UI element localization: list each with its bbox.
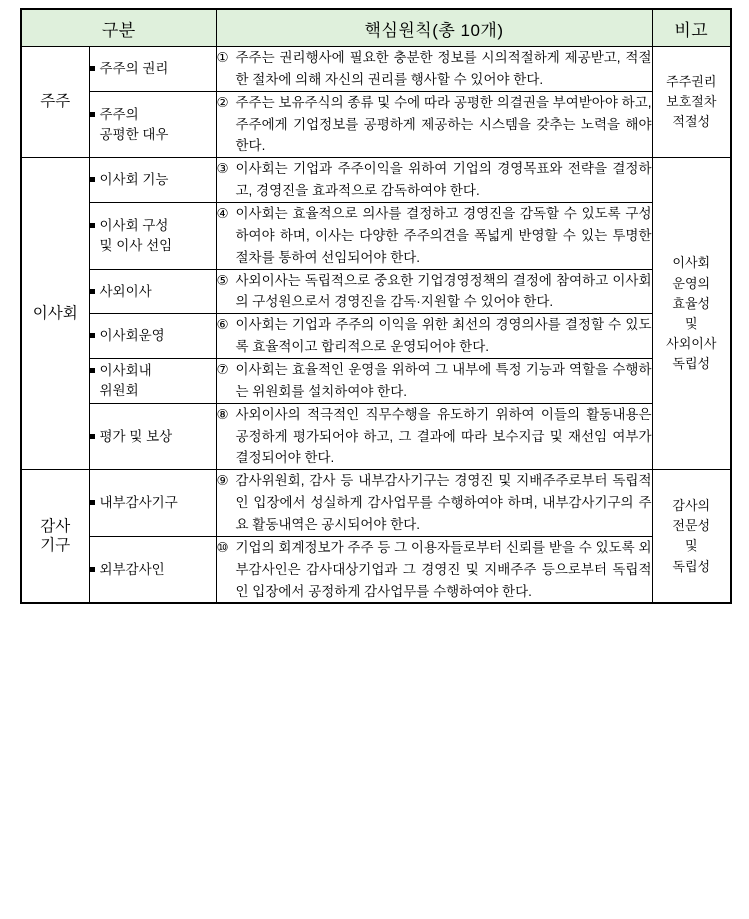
principle-text: 주주는 권리행사에 필요한 충분한 정보를 시의적절하게 제공받고, 적절한 절차에 의해 자신의 권리를 행사할 수 있어야 한다.	[235, 50, 652, 87]
bullet-square-icon	[90, 368, 95, 373]
remark-line: 운영의	[672, 275, 711, 291]
table-row	[21, 203, 731, 270]
principle-number: ①	[216, 50, 229, 65]
topic-label: 및 이사 선임	[99, 237, 173, 253]
principle-cell	[216, 203, 652, 270]
governance-principles-table	[20, 8, 732, 604]
principle-text: 감사위원회, 감사 등 내부감사기구는 경영진 및 지배주주로부터 독립적인 입장에서 성실하게 감사업무를 수행하여야 하며, 내부감사기구의 주요 활동내역은 공시되어야 한다.	[235, 473, 652, 533]
principle-number: ②	[216, 94, 229, 110]
table-row	[21, 470, 731, 537]
principle-text: 이사회는 기업과 주주이익을 위하여 기업의 경영목표와 전략을 결정하고, 경영진을 효과적으로 감독하여야 한다.	[235, 161, 652, 199]
topic-label: 사외이사	[99, 283, 152, 299]
remark-line: 효율성	[672, 295, 711, 311]
topic-label: 위원회	[99, 382, 139, 398]
group-label-cell	[21, 47, 89, 158]
principle-cell	[216, 359, 652, 404]
table-body	[21, 47, 731, 604]
remark-line: 주주권리	[666, 73, 717, 89]
remark-line: 전문성	[672, 518, 711, 534]
topic-label: 주주의 권리	[99, 61, 169, 77]
principle-cell	[216, 47, 652, 92]
table-row	[21, 269, 731, 314]
bullet-square-icon	[90, 567, 95, 572]
topic-label: 이사회운영	[99, 328, 165, 344]
principle-cell	[216, 314, 652, 359]
remark-cell	[652, 470, 731, 604]
remark-cell	[652, 158, 731, 470]
principle-text: 이사회는 기업과 주주의 이익을 위한 최선의 경영의사를 결정할 수 있도록 효율적이고 합리적으로 운영되어야 한다.	[235, 317, 652, 355]
topic-label: 외부감사인	[99, 561, 165, 577]
principle-number: ③	[216, 161, 229, 177]
principle-number: ⑧	[216, 406, 229, 422]
group-label-line: 주주	[40, 93, 71, 111]
group-label-line: 기구	[40, 537, 71, 555]
remark-line: 적절성	[672, 114, 711, 130]
bullet-square-icon	[90, 333, 95, 338]
bullet-square-icon	[90, 223, 95, 228]
principle-text: 사외이사의 적극적인 직무수행을 유도하기 위하여 이들의 활동내용은 공정하게 평가되어야 하고, 그 결과에 따라 보수지급 및 재선임 여부가 결정되어야 한다.	[235, 406, 652, 466]
principle-number: ⑩	[216, 539, 229, 555]
remark-line: 및	[684, 538, 698, 554]
topic-label: 내부감사기구	[99, 495, 178, 511]
topic-cell	[89, 203, 216, 270]
topic-cell	[89, 314, 216, 359]
principle-text: 이사회는 효율적인 운영을 위하여 그 내부에 특정 기능과 역할을 수행하는 위원회를 설치하여야 한다.	[235, 362, 652, 399]
principle-cell	[216, 269, 652, 314]
table-row	[21, 536, 731, 603]
group-label-cell	[21, 158, 89, 470]
principle-text: 주주는 보유주식의 종류 및 수에 따라 공평한 의결권을 부여받아야 하고, 주주에게 기업정보를 공평하게 제공하는 시스템을 갖추는 노력을 해야 한다.	[235, 94, 652, 154]
topic-cell	[89, 359, 216, 404]
topic-cell	[89, 536, 216, 603]
remark-line: 이사회	[672, 255, 711, 271]
topic-cell	[89, 470, 216, 537]
topic-label: 이사회내	[99, 363, 152, 379]
table-row	[21, 403, 731, 470]
principle-number: ④	[216, 206, 229, 222]
bullet-square-icon	[90, 66, 95, 71]
topic-cell	[89, 91, 216, 158]
remark-line: 독립성	[672, 356, 711, 372]
header-remark: 비고	[652, 9, 731, 47]
principle-text: 사외이사는 독립적으로 중요한 기업경영정책의 결정에 참여하고 이사회의 구성원으로서 경영진을 감독·지원할 수 있어야 한다.	[235, 272, 652, 310]
principle-cell	[216, 403, 652, 470]
bullet-square-icon	[90, 500, 95, 505]
remark-line: 감사의	[672, 498, 711, 514]
table-row	[21, 359, 731, 404]
topic-cell	[89, 403, 216, 470]
group-label-line: 감사	[40, 518, 71, 536]
principle-text: 이사회는 효율적으로 의사를 결정하고 경영진을 감독할 수 있도록 구성하여야 하며, 이사는 다양한 주주의견을 폭넓게 반영할 수 있는 투명한 절차를 통하여 선임되어야 한다.	[235, 206, 652, 265]
remark-line: 사외이사	[666, 335, 717, 351]
principle-cell	[216, 91, 652, 158]
bullet-square-icon	[90, 289, 95, 294]
bullet-square-icon	[90, 434, 95, 439]
topic-label: 이사회 기능	[99, 172, 169, 188]
header-principle: 핵심원칙(총 10개)	[216, 9, 652, 47]
topic-label: 공평한 대우	[99, 126, 169, 142]
group-label-line: 이사회	[32, 305, 78, 323]
table-row	[21, 47, 731, 92]
table-header-row	[21, 9, 731, 47]
principle-text: 기업의 회계정보가 주주 등 그 이용자들로부터 신뢰를 받을 수 있도록 외부감사인은 감사대상기업과 그 경영진 및 지배주주 등으로부터 독립적인 입장에서 공정하게 감사업무를 수행하여야 한다.	[235, 539, 652, 599]
principle-number: ⑤	[216, 272, 229, 288]
principle-number: ⑥	[216, 317, 229, 333]
remark-line: 및	[684, 315, 698, 331]
header-group: 구분	[21, 9, 216, 47]
topic-label: 이사회 구성	[99, 218, 169, 234]
table-row	[21, 158, 731, 203]
principle-cell	[216, 470, 652, 537]
table-row	[21, 91, 731, 158]
topic-cell	[89, 158, 216, 203]
principle-number: ⑨	[216, 473, 229, 489]
topic-cell	[89, 269, 216, 314]
remark-line: 독립성	[672, 558, 711, 574]
principle-cell	[216, 536, 652, 603]
topic-label: 주주의	[99, 106, 139, 122]
principle-number: ⑦	[216, 362, 229, 378]
topic-cell	[89, 47, 216, 92]
remark-cell	[652, 47, 731, 158]
principle-cell	[216, 158, 652, 203]
remark-line: 보호절차	[666, 94, 717, 110]
bullet-square-icon	[90, 112, 95, 117]
topic-label: 평가 및 보상	[99, 428, 173, 444]
table-row	[21, 314, 731, 359]
bullet-square-icon	[90, 177, 95, 182]
group-label-cell	[21, 470, 89, 604]
